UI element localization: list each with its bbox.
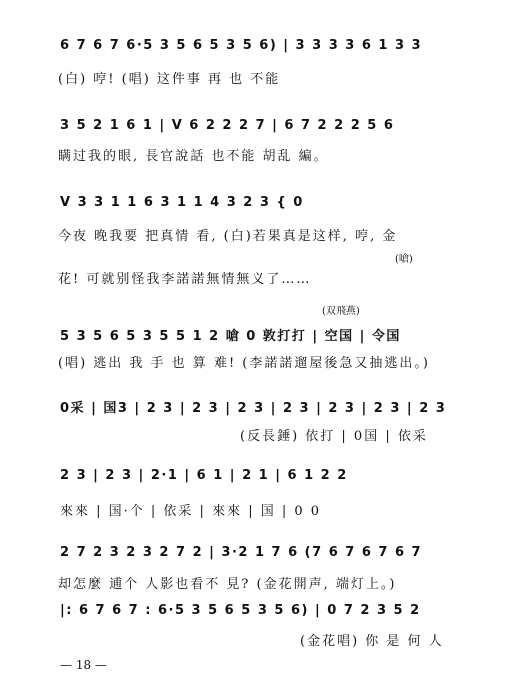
notes-5: 5 3 5 6 5 3 5 5 1 2 嗆 0 敦打打 | 空国 | 令国 [60,329,401,344]
notes-7: 2 3 | 2 3 | 2·1 | 6 1 | 2 1 | 6 1 2 2 [60,468,348,483]
notes-1: 6 7 6 7 6·5 3 5 6 5 3 5 6) | 3 3 3 3 6 1 3 3 [60,38,423,53]
notes-9: |: 6 7 6 7 : 6·5 3 5 6 5 3 5 6) | 0 7 2 3 5 2 [60,603,421,618]
notes-2: 3 5 2 1 6 1 | V 6 2 2 2 7 | 6 7 2 2 2 5 6 [60,118,395,133]
chang-label: (嗆) [395,254,413,265]
lyrics-7: 來來 | 国·个 | 依采 | 來來 | 国 | 0 0 [60,504,322,519]
lyrics-5: (唱) 逃出 我 手 也 算 难! (李諾諾遛屋後急又抽逃出。) [58,356,430,371]
lyrics-2: 瞒过我的眼, 長官說話 也不能 胡乱 編。 [58,149,329,164]
notes-6: 0采 | 国3 | 2 3 | 2 3 | 2 3 | 2 3 | 2 3 | 2 3 | 2 3 [60,401,447,416]
lyrics-1: (白) 哼! (唱) 这件事 再 也 不能 [58,72,281,87]
lyrics-9: (金花唱) 你 是 何 人 [300,634,444,649]
lyrics-6: (反長錘) 依打 | 0国 | 依采 [240,429,428,444]
page-number: — 18 — [60,658,107,672]
shuangfeiyan-label: (双飛燕) [322,306,360,317]
lyrics-8: 却怎麼 逋个 人影也看不 見? (金花開声, 端灯上。) [58,577,397,592]
lyrics-3: 今夜 晚我要 把真情 看, (白)若果真是这样, 哼, 金 [58,229,398,244]
lyrics-4: 花! 可就别怪我李諾諾無情無义了…… [58,272,312,287]
notes-8: 2 7 2 3 2 3 2 7 2 | 3·2 1 7 6 (7 6 7 6 7 6 7 [60,545,423,560]
notes-3: V 3 3 1 1 6 3 1 1 4 3 2 3 { 0 [60,195,304,210]
